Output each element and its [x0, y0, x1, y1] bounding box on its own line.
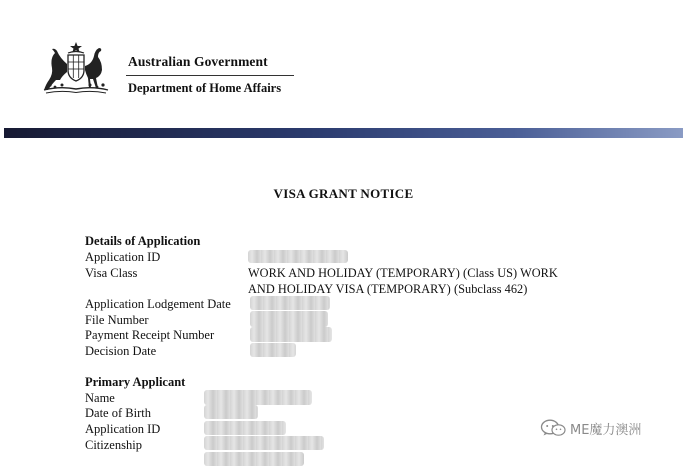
visa-class-value-line2: AND HOLIDAY VISA (TEMPORARY) (Subclass 462)	[248, 282, 528, 296]
applicant-application-id-label: Application ID	[85, 422, 161, 436]
redacted-citizenship	[204, 436, 324, 450]
department-name: Department of Home Affairs	[128, 81, 282, 95]
cut-off-row-label	[85, 454, 175, 464]
wechat-icon	[540, 419, 566, 437]
date-of-birth-label: Date of Birth	[85, 406, 151, 420]
header-divider	[126, 75, 294, 76]
watermark-text: ME魔力澳洲	[570, 422, 642, 438]
redacted-lodgement-date	[250, 296, 330, 310]
redacted-file-number	[250, 311, 328, 327]
payment-receipt-label: Payment Receipt Number	[85, 328, 215, 342]
application-details-heading: Details of Application	[85, 234, 201, 248]
redacted-decision-date	[250, 343, 296, 357]
citizenship-label: Citizenship	[85, 438, 142, 452]
header-band	[4, 128, 683, 138]
notice-title: VISA GRANT NOTICE	[273, 186, 414, 201]
application-id-label: Application ID	[85, 250, 161, 264]
government-name: Australian Government	[128, 54, 268, 69]
redacted-payment-receipt	[250, 327, 332, 342]
applicant-name-label: Name	[85, 391, 115, 405]
lodgement-date-label: Application Lodgement Date	[85, 297, 231, 311]
redacted-cut-off-row	[204, 452, 304, 466]
redacted-applicant-application-id	[204, 421, 286, 435]
redacted-date-of-birth	[204, 405, 258, 419]
watermark	[540, 419, 641, 437]
primary-applicant-heading: Primary Applicant	[85, 375, 186, 389]
coat-of-arms-icon	[40, 40, 112, 98]
redacted-applicant-name	[204, 390, 312, 405]
decision-date-label: Decision Date	[85, 344, 157, 358]
file-number-label: File Number	[85, 313, 149, 327]
visa-class-label: Visa Class	[85, 266, 138, 280]
visa-class-value-line1: WORK AND HOLIDAY (TEMPORARY) (Class US) WORK	[248, 266, 558, 280]
redacted-application-id	[248, 250, 348, 263]
